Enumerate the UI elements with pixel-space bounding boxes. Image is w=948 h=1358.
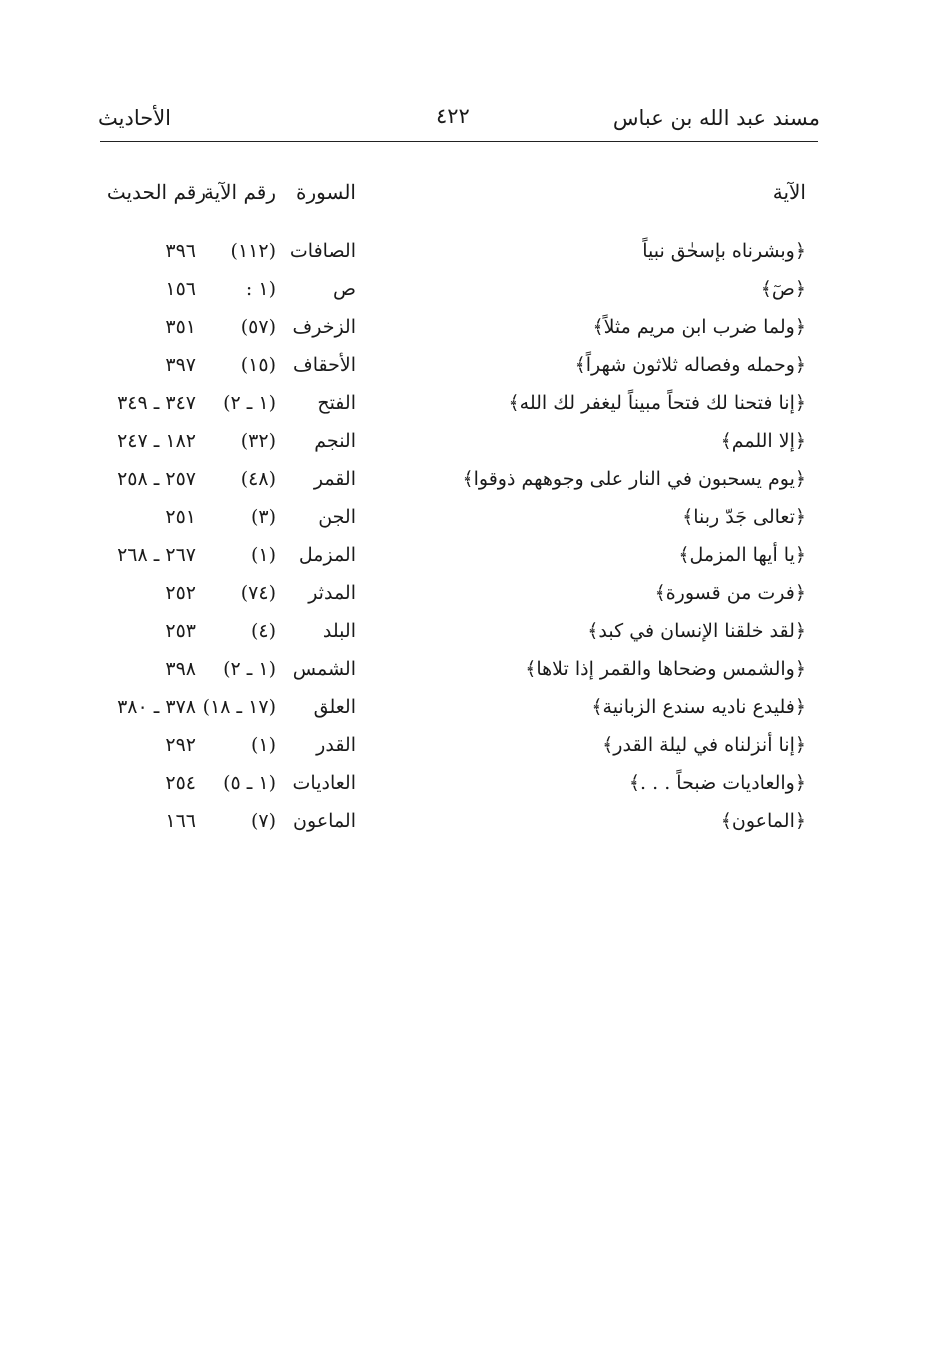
hadith-number: ٣٧٨ ـ ٣٨٠ <box>117 696 196 718</box>
hadith-number: ٣٩٨ <box>165 658 196 680</box>
hadith-number: ٣٩٧ <box>165 354 196 376</box>
aya-number: (٤٨) <box>240 468 276 490</box>
hadith-number: ٢٥٣ <box>165 620 196 642</box>
sura-name: الزخرف <box>292 316 356 338</box>
aya-number: (١ ـ ٢) <box>223 392 276 414</box>
table-row <box>0 578 948 608</box>
aya-number: (٣٢) <box>240 430 276 452</box>
aya-text: ﴿فليدع ناديه سندع الزبانية﴾ <box>591 696 806 718</box>
table-row <box>0 654 948 684</box>
hadith-number: ٢٦٧ ـ ٢٦٨ <box>117 544 196 566</box>
sura-name: الصافات <box>289 240 356 262</box>
aya-text: ﴿وحمله وفصاله ثلاثون شهراً﴾ <box>574 354 806 376</box>
section-title: الأحاديث <box>98 106 172 130</box>
hadith-number: ٢٥٢ <box>165 582 196 604</box>
hadith-number: ٢٩٢ <box>165 734 196 756</box>
sura-name: النجم <box>314 430 356 452</box>
table-row <box>0 236 948 266</box>
hadith-number: ٣٥١ <box>165 316 196 338</box>
table-row <box>0 540 948 570</box>
hadith-number: ٢٥٤ <box>165 772 196 794</box>
aya-text: ﴿فرت من قسورة﴾ <box>654 582 806 604</box>
aya-text: ﴿إنا فتحنا لك فتحاً مبيناً ليغفر لك الله﴾ <box>508 392 806 414</box>
sura-name: العلق <box>313 696 356 718</box>
aya-number: (٤) <box>250 620 276 642</box>
table-row <box>0 692 948 722</box>
hadith-number: ١٨٢ ـ ٢٤٧ <box>117 430 196 452</box>
aya-number: (١ ـ ٥) <box>223 772 276 794</box>
table-row <box>0 730 948 760</box>
table-row <box>0 768 948 798</box>
table-row <box>0 274 948 304</box>
sura-name: الشمس <box>292 658 356 680</box>
page-number: ٤٢٢ <box>436 104 470 128</box>
aya-number: (١١٢) <box>230 240 276 262</box>
hadith-number: ٣٩٦ <box>165 240 196 262</box>
header-rule <box>100 141 818 142</box>
sura-name: الماعون <box>293 810 356 832</box>
aya-text: ﴿والعاديات ضبحاً . . .﴾ <box>628 772 806 794</box>
aya-number: (٧) <box>250 810 276 832</box>
aya-text: ﴿والشمس وضحاها والقمر إذا تلاها﴾ <box>525 658 806 680</box>
table-row <box>0 806 948 836</box>
sura-name: ص <box>333 278 356 300</box>
aya-number: (١٥) <box>240 354 276 376</box>
aya-number: (١) <box>250 544 276 566</box>
aya-number: (١) <box>250 734 276 756</box>
sura-name: المدثر <box>308 582 356 604</box>
table-row <box>0 388 948 418</box>
sura-name: القمر <box>313 468 356 490</box>
table-row <box>0 616 948 646</box>
sura-name: العاديات <box>292 772 356 794</box>
aya-text: ﴿وبشرناه بإسحٰق نبياً <box>642 240 806 262</box>
sura-name: الفتح <box>317 392 356 414</box>
aya-number: (١٧ ـ ١٨) <box>202 696 276 718</box>
sura-name: البلد <box>322 620 356 642</box>
aya-text: ﴿إلا اللمم﴾ <box>720 430 806 452</box>
aya-text: ﴿تعالى جَدّ ربنا﴾ <box>682 506 806 528</box>
aya-text: ﴿إنا أنزلناه في ليلة القدر﴾ <box>602 734 806 756</box>
table-row <box>0 350 948 380</box>
column-header-aya: الآية <box>772 180 806 204</box>
aya-number: (٣) <box>250 506 276 528</box>
book-title: مسند عبد الله بن عباس <box>612 106 820 130</box>
hadith-number: ٢٥٧ ـ ٢٥٨ <box>117 468 196 490</box>
hadith-number: ٣٤٧ ـ ٣٤٩ <box>117 392 196 414</box>
aya-text: ﴿ولما ضرب ابن مريم مثلاً﴾ <box>592 316 806 338</box>
aya-number: (٥٧) <box>240 316 276 338</box>
aya-number: (١ : <box>245 278 276 300</box>
table-row <box>0 312 948 342</box>
aya-text: ﴿لقد خلقنا الإنسان في كبد﴾ <box>587 620 806 642</box>
aya-text: ﴿يا أيها المزمل﴾ <box>678 544 806 566</box>
table-row <box>0 426 948 456</box>
aya-text: ﴿صٓ﴾ <box>760 278 806 300</box>
hadith-number: ١٦٦ <box>165 810 196 832</box>
table-row <box>0 464 948 494</box>
sura-name: الجن <box>318 506 356 528</box>
hadith-number: ٢٥١ <box>165 506 196 528</box>
sura-name: الأحقاف <box>293 354 356 376</box>
aya-text: ﴿الماعون﴾ <box>720 810 806 832</box>
column-header-sura: السورة <box>296 180 356 204</box>
aya-number: (٧٤) <box>240 582 276 604</box>
sura-name: القدر <box>316 734 356 756</box>
column-header-hadith-number: رقم الحديث <box>106 180 206 204</box>
aya-number: (١ ـ ٢) <box>223 658 276 680</box>
aya-text: ﴿يوم يسحبون في النار على وجوههم ذوقوا﴾ <box>462 468 806 490</box>
hadith-number: ١٥٦ <box>165 278 196 300</box>
sura-name: المزمل <box>298 544 356 566</box>
table-row <box>0 502 948 532</box>
column-header-aya-number: رقم الآية <box>203 180 276 204</box>
